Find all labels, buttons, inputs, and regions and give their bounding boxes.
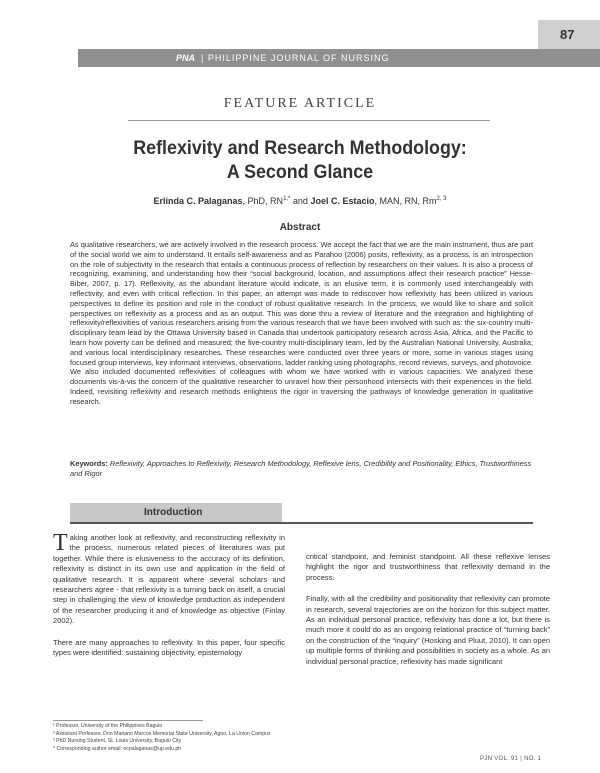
drop-cap: T	[53, 530, 68, 556]
body-column-left	[53, 530, 285, 669]
introduction-heading-bar	[70, 503, 282, 522]
paragraph-text: aking another look at reflexivity, and reconstructing reflexivity in the process, numerous related pieces of literatures was put together. While there is elusiveness to the accuracy of its definition, reflexivity is distinct in its own use and application in the field of qualitative research. It is apparent where several scholars and researchers agree - that reflexivity is a turning back on itself, a crucial step in challenging the view of knowledge production as independent of the researcher producing it and of knowledge as objective (Finlay 2002).	[53, 533, 285, 626]
abstract-heading: Abstract	[279, 222, 321, 233]
page-number: 87	[538, 20, 600, 50]
footnote-rule	[53, 720, 203, 721]
introduction-heading: Introduction	[144, 507, 203, 518]
author-1-name: Erlinda C. Palaganas	[153, 196, 243, 206]
paragraph: Finally, with all the credibility and positionality that reflexivity can promote in research, several trajectories are on the horizon for this subject matter. As an individual personal practice, reflexivity has done a lot, but there is much more it could do as an ongoing relational practice of “turning back” on the construction of the “inquiry” (Hosking and Pluut, 2010). It can open up multiple forms of thinking and possibilities in society as a whole. As an individual personal practice, reflexivity has made significant	[306, 594, 550, 666]
author-1-affiliation: 1,*	[283, 196, 291, 202]
journal-short-name: PNA	[176, 53, 196, 63]
author-1-credentials: , PhD, RN	[242, 196, 284, 206]
author-2-name: Joel C. Estacio	[310, 196, 375, 206]
paragraph: critical standpoint, and feminist standpoint. All these reflexive lenses highlight the rigor and trustworthiness that reflexivity demand in the process.	[306, 552, 550, 582]
footnote: ¹ Professor, University of the Philippines Baguio	[53, 723, 163, 729]
article-title	[18, 137, 582, 185]
author-2-credentials: , MAN, RN, Rm	[374, 196, 437, 206]
journal-name: | PHILIPPINE JOURNAL OF NURSING	[201, 53, 390, 63]
section-label: FEATURE ARTICLE	[223, 96, 377, 111]
footnote: * Corresponding author email: ecpalaganas@up.edu.ph	[53, 745, 182, 752]
keywords	[70, 459, 533, 479]
paragraph: There are many approaches to reflexivity. In this paper, four specific types were identified: sustaining objectivity, epistemology	[53, 637, 285, 658]
author-separator: and	[290, 196, 311, 206]
author-2-affiliation: 2, 3	[436, 196, 447, 202]
keywords-label: Keywords:	[70, 459, 108, 468]
paragraph	[53, 530, 285, 627]
title-line-2: A Second Glance	[226, 162, 374, 183]
title-line-1: Reflexivity and Research Methodology:	[133, 138, 467, 159]
journal-full-name: PHILIPPINE JOURNAL OF NURSING	[207, 53, 390, 63]
body-column-right	[306, 552, 550, 678]
title-rule	[128, 120, 490, 121]
page-footer: PJN VOL. 91 | NO. 1	[480, 756, 542, 762]
footnote: ² Assistant Professor, Don Mariano Marcos Memorial State University, Agoo, La Union Campus	[53, 730, 271, 737]
abstract-text: As qualitative researchers, we are actively involved in the research process. We accept the fact that we are the main instrument, thus are part of the social world we aim to understand. It entails self-awareness and as Parahoo (2006) posits, reflexivity, as a process, is an introspection on the role of subjectivity in the research that entails a continuous process of reflection by researchers on their values. It is also a process of recognizing, examining, and understanding how their “social background, location, and assumptions affect their research practice” Hesse-Biber, 2007, p. 17). Reflexivity, as the abundant literature would indicate, is an elusive term, it is commonly used interchangeably with reflectivity, and even with critical reflection. In this paper, an attempt was made to rediscover how reflexivity has been utilized in various perspectives to define its position and role in the conduct of robust qualitative research. In the process, we would like to share and solicit perspectives on reflexivity as a process and as an output. This was done thru a review of literature and the integration and highlighting of reflexivity/reflexivities of various researchers arising from the various research that we have been involved with such as: the six-country multi-disciplinary team lead by the Ottawa University based in Canada that undertook participatory research across Asia, Africa, and the Pacific to learn how poverty can be defined and measured; the five-country multi-disciplinary team, led by the Australian National University, Australia; and various local interdisciplinary researches. These researches were conducted over three years or more, some in various stages using focused group interviews, key informant interviews, observations, ladder ranking using photographs, record reviews, surveys, and photovoice. We also included documented reflexivities of colleagues with whom we have worked with in various capacities. We analyzed these documents vis-à-vis the concern of the qualitative researcher to unravel how their personhood intersects with their experiences in the field. Indeed, revisiting reflexivity and research methods enlightens the rigor in traversing the pathways of knowledge generation in qualitative research.	[70, 240, 533, 406]
footnotes	[53, 723, 453, 753]
keywords-list: Reflexivity, Approaches to Reflexivity, Research Methodology, Reflexive lens, Credibility and Positionality, Ethics, Trustworthiness and Rigor	[70, 459, 532, 478]
footnote: ³ PhD Nursing Student, St. Louis University, Baguio City	[53, 738, 182, 744]
authors	[0, 196, 600, 206]
introduction-rule	[70, 522, 533, 524]
journal-header-bar	[78, 49, 600, 67]
